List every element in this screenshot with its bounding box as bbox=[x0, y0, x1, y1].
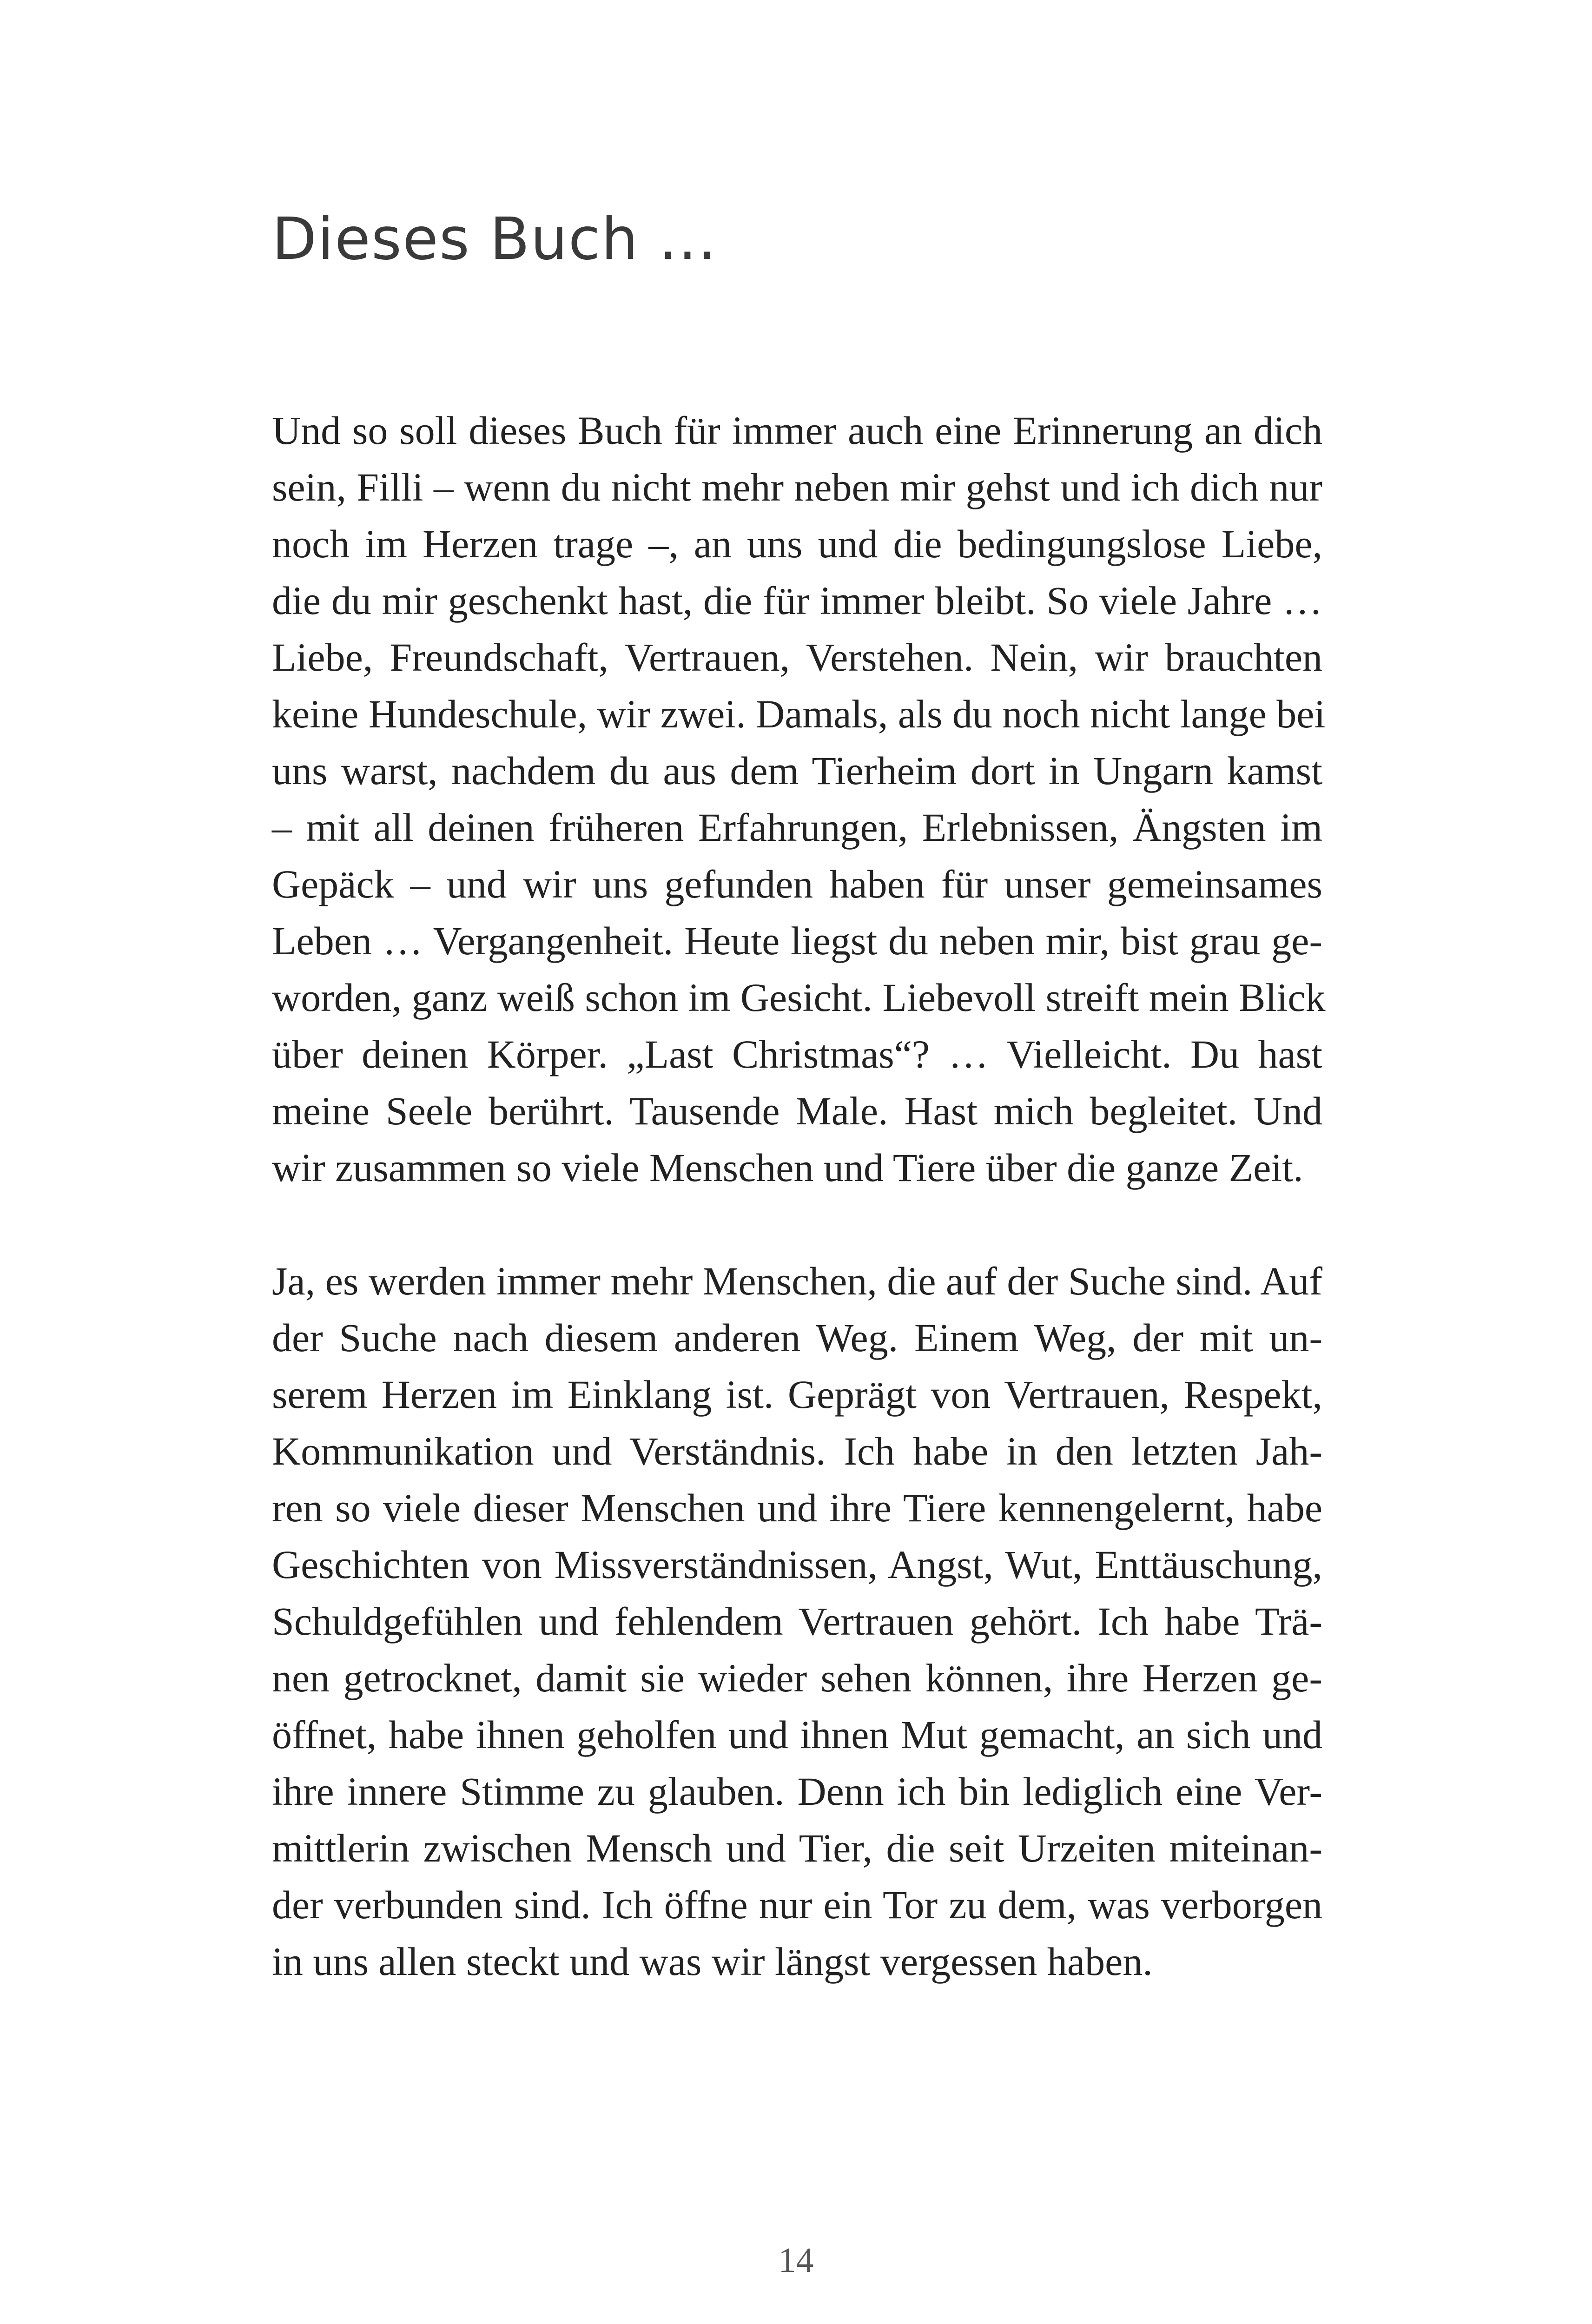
text-line: – mit all deinen früheren Erfahrungen, Erlebnissen, Ängsten im bbox=[272, 805, 1322, 850]
text-line: mittlerin zwischen Mensch und Tier, die seit Urzeiten miteinan- bbox=[272, 1826, 1322, 1870]
text-line: Kommunikation und Verständnis. Ich habe in den letzten Jah- bbox=[272, 1429, 1322, 1473]
body-text bbox=[272, 402, 1326, 1990]
text-line: der verbunden sind. Ich öffne nur ein Tor zu dem, was verborgen bbox=[272, 1882, 1322, 1927]
text-line: Leben … Vergangenheit. Heute liegst du neben mir, bist grau ge- bbox=[272, 918, 1322, 963]
text-line: Gepäck – und wir uns gefunden haben für unser gemeinsames bbox=[272, 862, 1322, 906]
text-line: in uns allen steckt und was wir längst vergessen haben. bbox=[272, 1939, 1153, 1984]
text-line: ren so viele dieser Menschen und ihre Tiere kennengelernt, habe bbox=[272, 1486, 1322, 1530]
text-line: worden, ganz weiß schon im Gesicht. Liebevoll streift mein Blick bbox=[272, 975, 1326, 1020]
text-line: serem Herzen im Einklang ist. Geprägt von Vertrauen, Respekt, bbox=[272, 1372, 1322, 1417]
paragraph-2 bbox=[272, 1253, 1322, 1990]
paragraph-1 bbox=[272, 402, 1326, 1196]
chapter-title: Dieses Buch … bbox=[272, 205, 718, 273]
text-line: ihre innere Stimme zu glauben. Denn ich bin lediglich eine Ver- bbox=[272, 1769, 1322, 1814]
page-number: 14 bbox=[778, 2241, 814, 2280]
text-line: sein, Filli – wenn du nicht mehr neben mir gehst und ich dich nur bbox=[272, 465, 1322, 509]
text-line: der Suche nach diesem anderen Weg. Einem Weg, der mit un- bbox=[272, 1315, 1322, 1360]
text-line: Ja, es werden immer mehr Menschen, die auf der Suche sind. Auf bbox=[272, 1259, 1322, 1303]
text-line: Schuldgefühlen und fehlendem Vertrauen gehört. Ich habe Trä- bbox=[272, 1599, 1322, 1644]
text-line: Geschichten von Missverständnissen, Angst, Wut, Enttäuschung, bbox=[272, 1542, 1322, 1587]
text-line: nen getrocknet, damit sie wieder sehen können, ihre Herzen ge- bbox=[272, 1656, 1322, 1700]
text-line: meine Seele berührt. Tausende Male. Hast mich begleitet. Und bbox=[272, 1089, 1322, 1133]
text-line: Und so soll dieses Buch für immer auch eine Erinnerung an dich bbox=[272, 408, 1322, 453]
text-line: uns warst, nachdem du aus dem Tierheim dort in Ungarn kamst bbox=[272, 748, 1322, 793]
text-line: die du mir geschenkt hast, die für immer bleibt. So viele Jahre … bbox=[272, 578, 1322, 623]
text-line: über deinen Körper. „Last Christmas“? … Vielleicht. Du hast bbox=[272, 1032, 1322, 1076]
text-line: noch im Herzen trage –, an uns und die bedingungslose Liebe, bbox=[272, 522, 1322, 566]
text-line: öffnet, habe ihnen geholfen und ihnen Mut gemacht, an sich und bbox=[272, 1712, 1322, 1757]
text-line: keine Hundeschule, wir zwei. Damals, als du noch nicht lange bei bbox=[272, 692, 1326, 736]
text-line: wir zusammen so viele Menschen und Tiere über die ganze Zeit. bbox=[272, 1145, 1303, 1190]
text-line: Liebe, Freundschaft, Vertrauen, Verstehen. Nein, wir brauchten bbox=[272, 635, 1322, 680]
